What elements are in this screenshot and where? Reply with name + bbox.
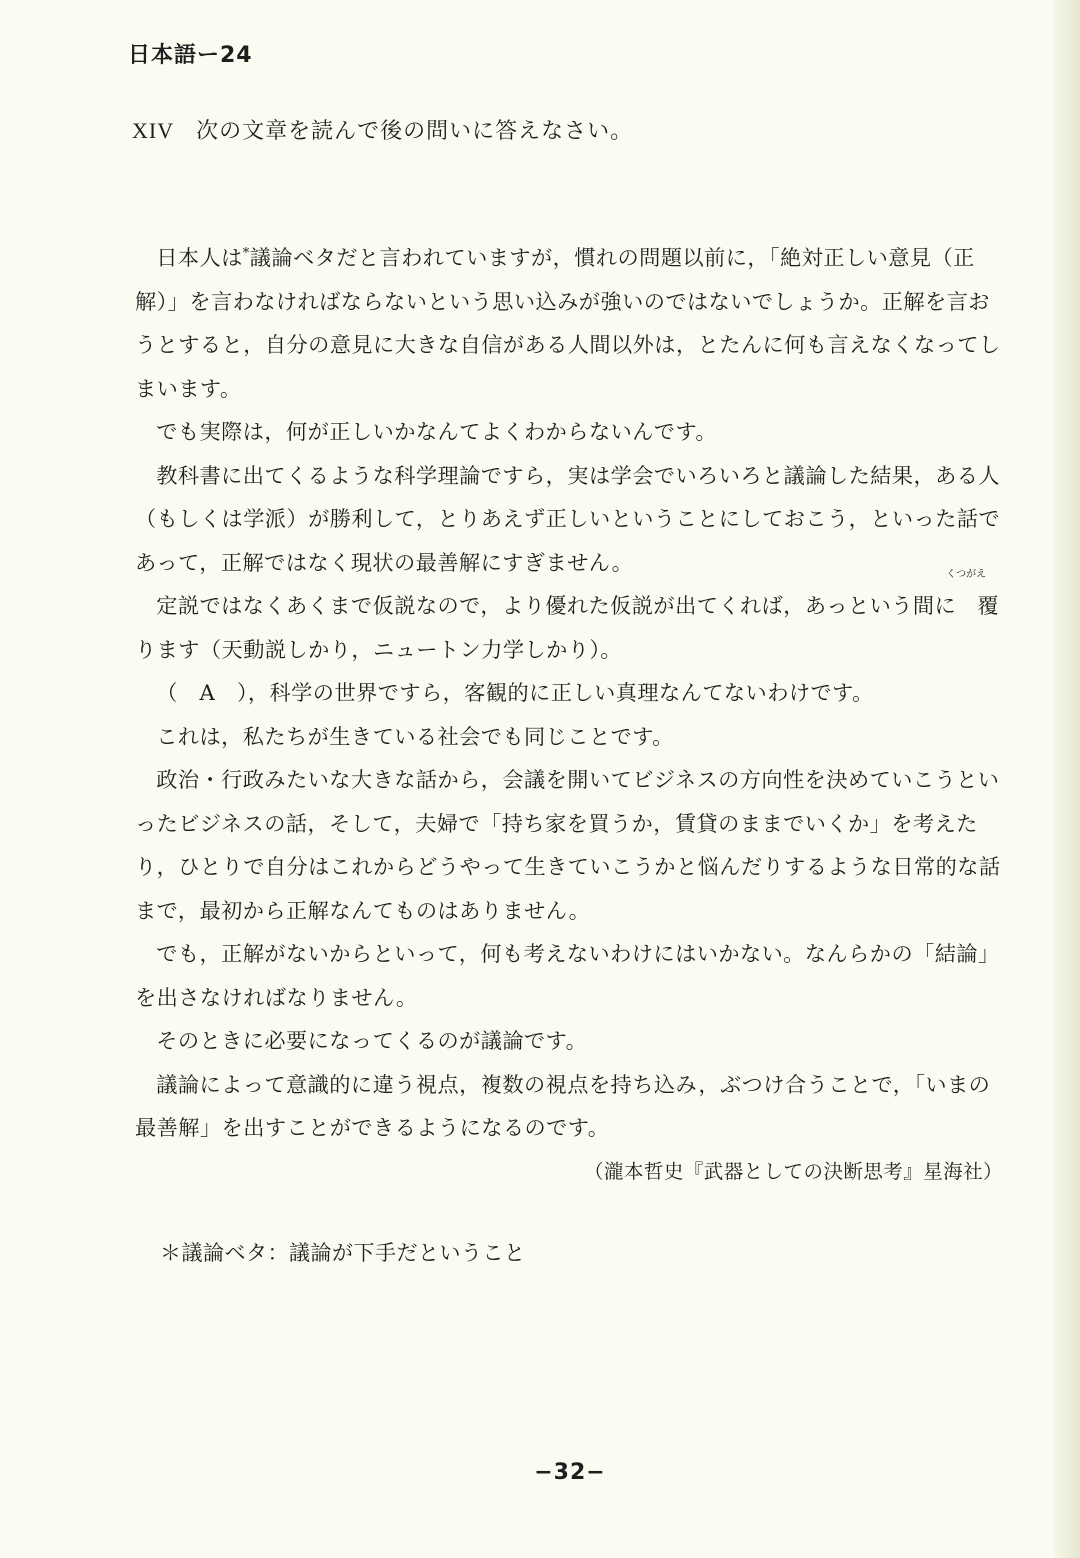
ruby-word <box>946 569 999 628</box>
ruby-kanji: 覆 <box>977 593 999 618</box>
page-number: −32− <box>534 1460 606 1485</box>
paragraph-4-before: 定説ではなくあくまで仮説なので，より優れた仮説が出てくれば，あっという間に <box>156 593 957 618</box>
passage-paragraph-4 <box>135 569 1003 671</box>
passage-paragraph-2: でも実際は，何が正しいかなんてよくわからないんです。 <box>156 419 718 444</box>
paragraph-1-text: 議論ベタだと言われていますが，慣れの問題以前に，「絶対正しい意見（正解）」を言わなければならないという思い込みが強いのではないでしょうか。正解を言おうとすると，自分の意見に大きな自信がある人間以外は，とたんに何も言えなくなってしまいます。 <box>135 245 1001 401</box>
ruby-reading: くつがえ <box>946 569 987 580</box>
question-instruction: 次の文章を読んで後の問いに答えなさい。 <box>196 119 634 144</box>
passage-paragraph-8: でも，正解がないからといって，何も考えないわけにはいかない。なんらかの「結論」を出さなければなりません。 <box>135 941 1000 1010</box>
passage-paragraph-5: （ A ），科学の世界ですら，客観的に正しい真理なんてないわけです。 <box>156 680 874 705</box>
page-edge-shadow <box>1054 0 1080 1558</box>
passage-paragraph-6: これは，私たちが生きている社会でも同じことです。 <box>156 723 674 749</box>
footnote-marker: * <box>242 246 250 261</box>
paragraph-4-after: ります（天動説しかり，ニュートン力学しかり）。 <box>135 636 623 662</box>
passage-paragraph-3: 教科書に出てくるような科学理論ですら，実は学会でいろいろと議論した結果，ある人（もしくは学派）が勝利して，とりあえず正しいということにしておこう，といった話であって，正解ではなく現状の最善解にすぎません。 <box>135 462 1001 575</box>
source-citation: （瀧本哲史『武器としての決断思考』星海社） <box>584 1159 1003 1183</box>
reading-passage <box>135 232 1003 1193</box>
passage-paragraph-9: そのときに必要になってくるのが議論です。 <box>156 1028 588 1053</box>
paragraph-1-prefix: 日本人は <box>156 245 243 270</box>
footnote: ＊議論ベタ：議論が下手だということ <box>160 1241 526 1265</box>
question-heading <box>132 114 633 145</box>
passage-paragraph-7: 政治・行政みたいな大きな話から，会議を開いてビジネスの方向性を決めていこうといったビジネスの話，そして，夫婦で「持ち家を買うか，賃貸のままでいくか」を考えたり，ひとりで自分はこれからどうやって生きていこうかと悩んだりするような日常的な話まで，最初から正解なんてものはありません。 <box>135 767 1001 923</box>
passage-paragraph-1 <box>135 232 1003 410</box>
question-number: XIV <box>132 118 175 143</box>
passage-paragraph-10: 議論によって意識的に違う視点，複数の視点を持ち込み，ぶつけ合うことで，「いまの最善解」を出すことができるようになるのです。 <box>135 1071 991 1140</box>
page-header: 日本語ー24 <box>128 43 253 68</box>
